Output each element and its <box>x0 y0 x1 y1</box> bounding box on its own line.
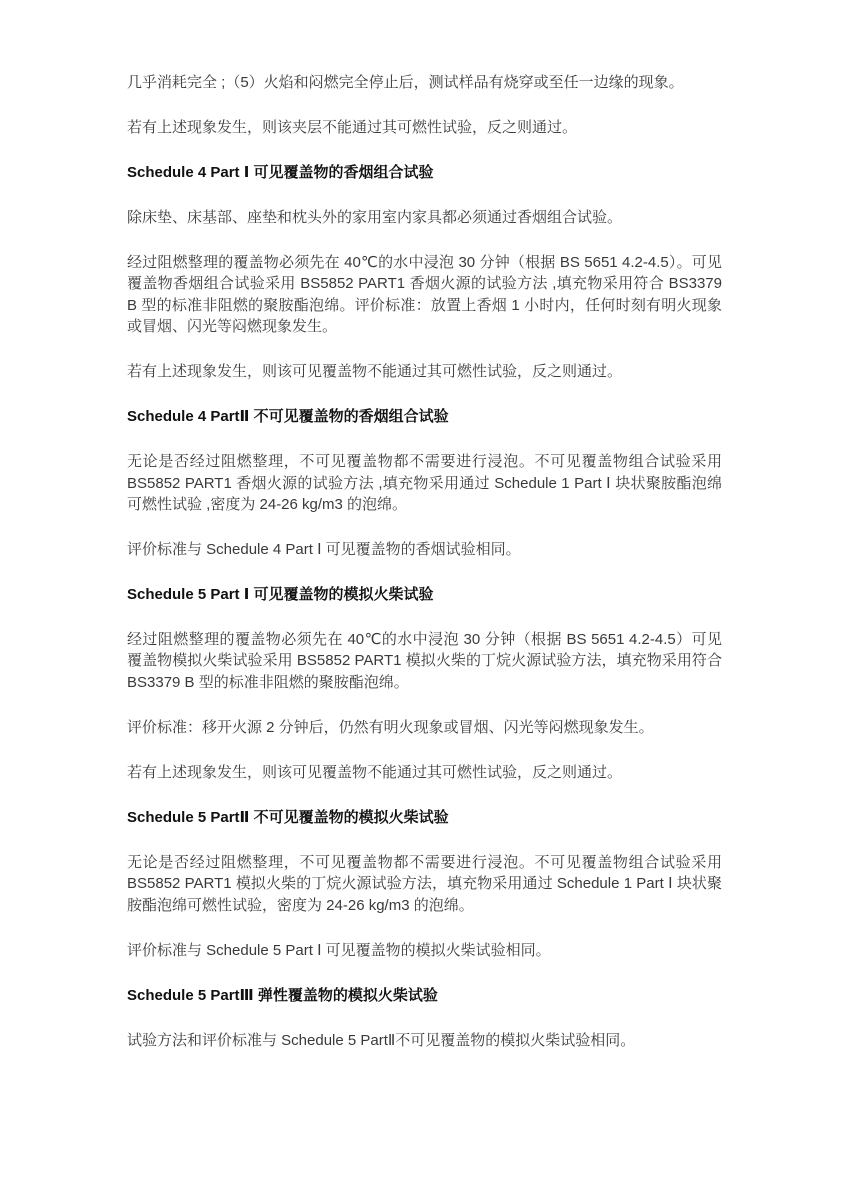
document-paragraph: 若有上述现象发生，则该夹层不能通过其可燃性试验，反之则通过。 <box>127 119 578 136</box>
document-paragraph: 试验方法和评价标准与 Schedule 5 PartⅡ不可见覆盖物的模拟火柴试验相同。 <box>127 1031 636 1049</box>
document-paragraph: 若有上述现象发生，则该可见覆盖物不能通过其可燃性试验，反之则通过。 <box>127 363 623 381</box>
document-paragraph: 评价标准：移开火源 2 分钟后，仍然有明火现象或冒烟、闪光等闷燃现象发生。 <box>127 718 654 736</box>
document-paragraph: 无论是否经过阻燃整理，不可见覆盖物都不需要进行浸泡。不可见覆盖物组合试验采用 BS5852 PART1 香烟火源的试验方法 ,填充物采用通过 Schedule 1 Part Ⅰ 块状聚胺酯泡绵可燃性试验 ,密度为 24-26 kg/m3 的泡绵。 <box>127 453 722 514</box>
section-heading: Schedule 5 Part Ⅰ 可见覆盖物的模拟火柴试验 <box>127 586 434 604</box>
document-paragraph: 评价标准与 Schedule 4 Part Ⅰ 可见覆盖物的香烟试验相同。 <box>127 541 521 559</box>
document-paragraph: 几乎消耗完全 ;（5）火焰和闷燃完全停止后，测试样品有烧穿或至任一边缘的现象。 <box>127 74 684 91</box>
document-content <box>127 72 722 1051</box>
section-heading: Schedule 4 PartⅡ 不可见覆盖物的香烟组合试验 <box>127 408 449 426</box>
document-paragraph: 经过阻燃整理的覆盖物必须先在 40℃的水中浸泡 30 分钟（根据 BS 5651 4.2-4.5）可见覆盖物模拟火柴试验采用 BS5852 PART1 模拟火柴的丁烷火源试验方法，填充物采用符合 BS3379 B 型的标准非阻燃的聚胺酯泡绵。 <box>127 631 722 691</box>
section-heading: Schedule 4 Part Ⅰ 可见覆盖物的香烟组合试验 <box>127 164 434 181</box>
document-paragraph: 评价标准与 Schedule 5 Part Ⅰ 可见覆盖物的模拟火柴试验相同。 <box>127 941 551 959</box>
document-paragraph: 无论是否经过阻燃整理，不可见覆盖物都不需要进行浸泡。不可见覆盖物组合试验采用 BS5852 PART1 模拟火柴的丁烷火源试验方法，填充物采用通过 Schedule 1 Part Ⅰ 块状聚胺酯泡绵可燃性试验，密度为 24-26 kg/m3 的泡绵。 <box>127 853 722 914</box>
document-paragraph: 经过阻燃整理的覆盖物必须先在 40℃的水中浸泡 30 分钟（根据 BS 5651 4.2-4.5）。可见覆盖物香烟组合试验采用 BS5852 PART1 香烟火源的试验方法 ,填充物采用符合 BS3379 B 型的标准非阻燃的聚胺酯泡绵。评价标准：放置上香烟 1 小时内，任何时刻有明火现象或冒烟、闪光等闷燃现象发生。 <box>127 254 722 336</box>
section-heading: Schedule 5 PartⅡ 不可见覆盖物的模拟火柴试验 <box>127 808 449 826</box>
section-heading: Schedule 5 PartⅢ 弹性覆盖物的模拟火柴试验 <box>127 986 438 1004</box>
document-paragraph: 除床垫、床基部、座垫和枕头外的家用室内家具都必须通过香烟组合试验。 <box>127 209 623 226</box>
document-paragraph: 若有上述现象发生，则该可见覆盖物不能通过其可燃性试验，反之则通过。 <box>127 763 623 781</box>
